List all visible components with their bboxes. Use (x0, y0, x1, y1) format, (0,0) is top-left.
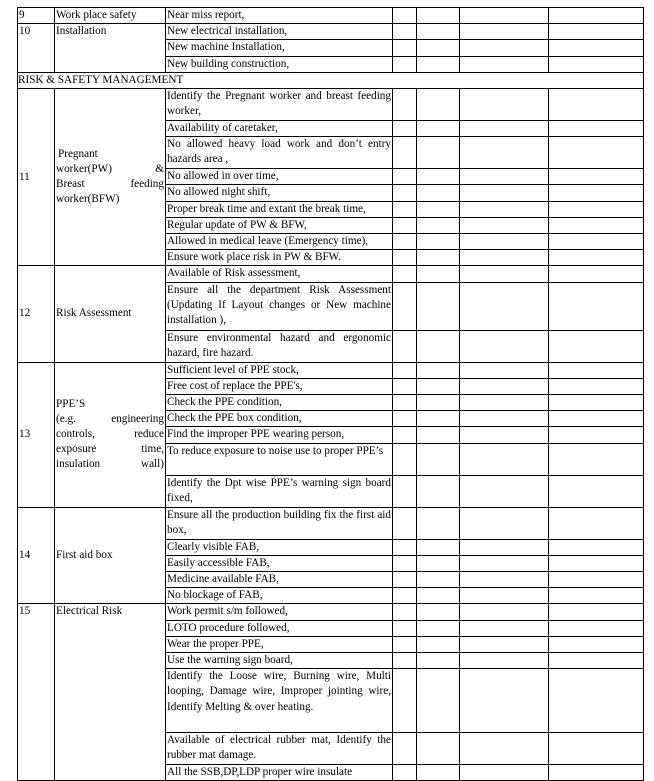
area-name: First aid box (55, 507, 166, 604)
table-row (18, 8, 644, 24)
blank-cell-2 (417, 669, 460, 733)
blank-cell-4 (549, 250, 644, 266)
blank-cell-2 (417, 282, 460, 330)
blank-cell-1 (393, 395, 417, 411)
checklist-item: Identify the Loose wire, Burning wire, Multi looping, Damage wire, Improper jointing wire, Identify Melting & over heating. (166, 669, 393, 733)
serial-number: 10 (18, 24, 55, 73)
table-row (18, 24, 644, 40)
blank-cell-2 (417, 539, 460, 555)
area-line: insulation wall) (56, 458, 164, 471)
blank-cell-4 (549, 669, 644, 733)
blank-cell-1 (393, 330, 417, 362)
section-row (18, 72, 644, 88)
blank-cell-4 (549, 201, 644, 217)
blank-cell-1 (393, 121, 417, 137)
blank-cell-2 (417, 733, 460, 765)
table-body (18, 8, 644, 781)
blank-cell-2 (417, 507, 460, 539)
blank-cell-2 (417, 217, 460, 233)
blank-cell-4 (549, 266, 644, 282)
checklist-item: Work permit s/m followed, (166, 604, 393, 620)
checklist-item: Identify the Pregnant worker and breast feeding worker, (166, 89, 393, 121)
checklist-item: Proper break time and extant the break time, (166, 201, 393, 217)
blank-cell-1 (393, 8, 417, 24)
checklist-item: Ensure work place risk in PW & BFW. (166, 250, 393, 266)
audit-checklist-table (17, 7, 644, 781)
blank-cell-4 (549, 378, 644, 394)
blank-cell-2 (417, 620, 460, 636)
blank-cell-2 (417, 8, 460, 24)
area-line: Pregnant (58, 147, 98, 160)
blank-cell-3 (460, 555, 549, 571)
blank-cell-2 (417, 201, 460, 217)
checklist-item: No allowed in over time, (166, 169, 393, 185)
checklist-item: Check the PPE condition, (166, 395, 393, 411)
checklist-item: To reduce exposure to noise use to proper PPE’s (166, 443, 393, 475)
blank-cell-1 (393, 40, 417, 56)
blank-cell-1 (393, 89, 417, 121)
table-row (18, 362, 644, 378)
blank-cell-3 (460, 185, 549, 201)
blank-cell-3 (460, 539, 549, 555)
blank-cell-2 (417, 475, 460, 507)
blank-cell-4 (549, 604, 644, 620)
table-row (18, 507, 644, 539)
area-name: Installation (55, 24, 166, 73)
blank-cell-3 (460, 266, 549, 282)
table-row (18, 89, 644, 121)
blank-cell-3 (460, 443, 549, 475)
blank-cell-2 (417, 362, 460, 378)
blank-cell-3 (460, 572, 549, 588)
checklist-item: No allowed heavy load work and don’t entry hazards area , (166, 137, 393, 169)
blank-cell-4 (549, 362, 644, 378)
blank-cell-4 (549, 620, 644, 636)
checklist-item: Identify the Dpt wise PPE’s warning sign board fixed, (166, 475, 393, 507)
blank-cell-4 (549, 330, 644, 362)
checklist-item: New machine Installation, (166, 40, 393, 56)
blank-cell-2 (417, 395, 460, 411)
blank-cell-2 (417, 427, 460, 443)
blank-cell-4 (549, 8, 644, 24)
blank-cell-4 (549, 588, 644, 604)
blank-cell-4 (549, 121, 644, 137)
blank-cell-4 (549, 572, 644, 588)
area-line: controls, reduce (56, 428, 164, 441)
blank-cell-4 (549, 443, 644, 475)
blank-cell-1 (393, 56, 417, 72)
blank-cell-1 (393, 539, 417, 555)
blank-cell-2 (417, 572, 460, 588)
blank-cell-3 (460, 121, 549, 137)
checklist-item: Allowed in medical leave (Emergency time), (166, 234, 393, 250)
blank-cell-4 (549, 40, 644, 56)
blank-cell-1 (393, 137, 417, 169)
blank-cell-3 (460, 507, 549, 539)
blank-cell-2 (417, 555, 460, 571)
serial-number: 12 (18, 266, 55, 362)
area-line: Breast feeding (56, 178, 164, 191)
area-line: worker(BFW) (56, 193, 120, 206)
blank-cell-4 (549, 636, 644, 652)
blank-cell-1 (393, 234, 417, 250)
blank-cell-3 (460, 636, 549, 652)
blank-cell-2 (417, 121, 460, 137)
checklist-item: No blockage of FAB, (166, 588, 393, 604)
blank-cell-1 (393, 266, 417, 282)
checklist-item: Sufficient level of PPE stock, (166, 362, 393, 378)
blank-cell-3 (460, 427, 549, 443)
blank-cell-1 (393, 378, 417, 394)
area-name: Risk Assessment (55, 266, 166, 362)
area-line: PPE’S (56, 397, 86, 410)
checklist-item: New building construction, (166, 56, 393, 72)
blank-cell-1 (393, 24, 417, 40)
checklist-item: Clearly visible FAB, (166, 539, 393, 555)
blank-cell-2 (417, 137, 460, 169)
checklist-item: Free cost of replace the PPE's, (166, 378, 393, 394)
blank-cell-2 (417, 443, 460, 475)
checklist-item: Availability of caretaker, (166, 121, 393, 137)
blank-cell-2 (417, 40, 460, 56)
blank-cell-1 (393, 169, 417, 185)
checklist-item: New electrical installation, (166, 24, 393, 40)
blank-cell-2 (417, 56, 460, 72)
checklist-item: Find the improper PPE wearing person, (166, 427, 393, 443)
blank-cell-2 (417, 378, 460, 394)
checklist-item: Ensure all the department Risk Assessment (Updating If Layout changes or New machine installation ), (166, 282, 393, 330)
blank-cell-4 (549, 507, 644, 539)
checklist-item: Available of Risk assessment, (166, 266, 393, 282)
checklist-item: Medicine available FAB, (166, 572, 393, 588)
blank-cell-4 (549, 475, 644, 507)
blank-cell-1 (393, 604, 417, 620)
blank-cell-1 (393, 250, 417, 266)
blank-cell-2 (417, 588, 460, 604)
serial-number: 13 (18, 362, 55, 507)
blank-cell-4 (549, 24, 644, 40)
blank-cell-3 (460, 395, 549, 411)
blank-cell-4 (549, 89, 644, 121)
checklist-item: All the SSB,DP,LDP proper wire insulate (166, 765, 393, 781)
blank-cell-3 (460, 733, 549, 765)
blank-cell-2 (417, 604, 460, 620)
blank-cell-1 (393, 443, 417, 475)
serial-number: 15 (18, 604, 55, 781)
blank-cell-3 (460, 653, 549, 669)
blank-cell-3 (460, 475, 549, 507)
blank-cell-1 (393, 475, 417, 507)
checklist-item: Regular update of PW & BFW, (166, 217, 393, 233)
blank-cell-1 (393, 185, 417, 201)
checklist-item: Wear the proper PPE, (166, 636, 393, 652)
blank-cell-3 (460, 217, 549, 233)
blank-cell-2 (417, 234, 460, 250)
table-row (18, 266, 644, 282)
blank-cell-3 (460, 169, 549, 185)
blank-cell-4 (549, 56, 644, 72)
blank-cell-3 (460, 137, 549, 169)
serial-number: 14 (18, 507, 55, 604)
blank-cell-1 (393, 427, 417, 443)
blank-cell-2 (417, 89, 460, 121)
blank-cell-2 (417, 636, 460, 652)
blank-cell-4 (549, 185, 644, 201)
section-title: RISK & SAFETY MANAGEMENT (18, 72, 644, 88)
blank-cell-1 (393, 282, 417, 330)
blank-cell-4 (549, 411, 644, 427)
blank-cell-4 (549, 234, 644, 250)
blank-cell-1 (393, 733, 417, 765)
blank-cell-1 (393, 572, 417, 588)
blank-cell-1 (393, 217, 417, 233)
blank-cell-3 (460, 234, 549, 250)
blank-cell-1 (393, 555, 417, 571)
checklist-item: Ensure all the production building fix the first aid box, (166, 507, 393, 539)
blank-cell-4 (549, 555, 644, 571)
blank-cell-4 (549, 653, 644, 669)
blank-cell-3 (460, 411, 549, 427)
blank-cell-2 (417, 266, 460, 282)
blank-cell-4 (549, 282, 644, 330)
area-name: Electrical Risk (55, 604, 166, 781)
blank-cell-1 (393, 653, 417, 669)
serial-number: 11 (18, 89, 55, 266)
blank-cell-1 (393, 620, 417, 636)
blank-cell-4 (549, 169, 644, 185)
blank-cell-1 (393, 507, 417, 539)
blank-cell-3 (460, 40, 549, 56)
area-line: worker(PW) & (56, 163, 164, 176)
blank-cell-2 (417, 330, 460, 362)
blank-cell-4 (549, 427, 644, 443)
blank-cell-3 (460, 24, 549, 40)
blank-cell-4 (549, 733, 644, 765)
blank-cell-3 (460, 620, 549, 636)
blank-cell-1 (393, 588, 417, 604)
blank-cell-1 (393, 201, 417, 217)
area-line: exposure time, (56, 443, 164, 456)
blank-cell-2 (417, 250, 460, 266)
blank-cell-4 (549, 539, 644, 555)
area-name (55, 89, 166, 266)
blank-cell-3 (460, 330, 549, 362)
blank-cell-4 (549, 395, 644, 411)
blank-cell-3 (460, 669, 549, 733)
blank-cell-2 (417, 653, 460, 669)
blank-cell-2 (417, 411, 460, 427)
checklist-item: Ensure environmental hazard and ergonomic hazard, fire hazard. (166, 330, 393, 362)
blank-cell-3 (460, 604, 549, 620)
checklist-item: LOTO procedure followed, (166, 620, 393, 636)
checklist-item: No allowed night shift, (166, 185, 393, 201)
blank-cell-2 (417, 169, 460, 185)
area-name (55, 362, 166, 507)
blank-cell-1 (393, 636, 417, 652)
blank-cell-1 (393, 411, 417, 427)
checklist-item: Available of electrical rubber mat, Identify the rubber mat damage. (166, 733, 393, 765)
checklist-item: Near miss report, (166, 8, 393, 24)
blank-cell-1 (393, 362, 417, 378)
blank-cell-3 (460, 378, 549, 394)
blank-cell-4 (549, 217, 644, 233)
blank-cell-3 (460, 8, 549, 24)
checklist-item: Check the PPE box condition, (166, 411, 393, 427)
blank-cell-3 (460, 201, 549, 217)
blank-cell-3 (460, 362, 549, 378)
blank-cell-2 (417, 185, 460, 201)
checklist-item: Easily accessible FAB, (166, 555, 393, 571)
blank-cell-3 (460, 89, 549, 121)
blank-cell-4 (549, 137, 644, 169)
blank-cell-3 (460, 56, 549, 72)
area-name: Work place safety (55, 8, 166, 24)
blank-cell-3 (460, 282, 549, 330)
area-line: (e.g. engineering (56, 412, 164, 425)
serial-number: 9 (18, 8, 55, 24)
blank-cell-3 (460, 250, 549, 266)
blank-cell-2 (417, 24, 460, 40)
blank-cell-3 (460, 588, 549, 604)
table-row (18, 604, 644, 620)
blank-cell-1 (393, 669, 417, 733)
checklist-item: Use the warning sign board, (166, 653, 393, 669)
